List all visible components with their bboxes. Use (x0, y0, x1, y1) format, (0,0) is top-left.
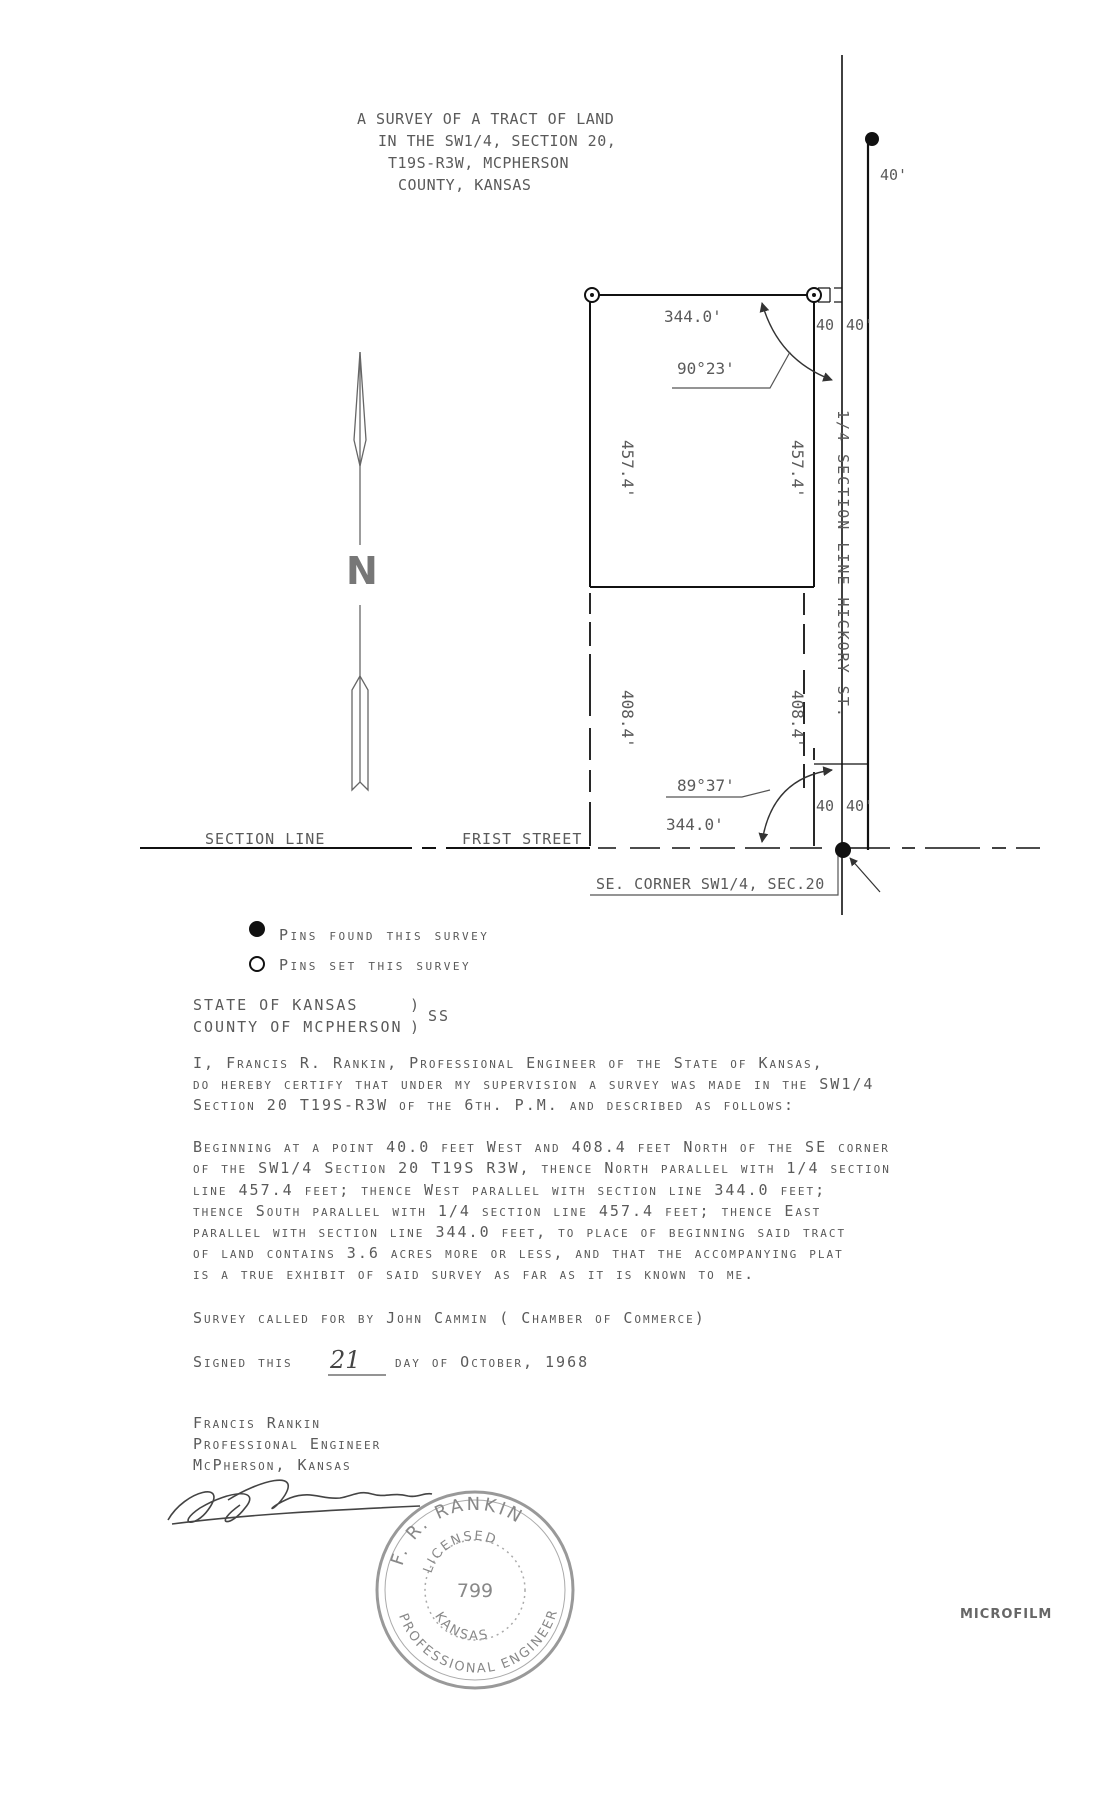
frist-street-label: FRIST STREET (462, 830, 583, 848)
desc-line-1: Beginning at a point 40.0 feet West and 408.4 feet North of the SE corner (193, 1138, 890, 1156)
desc-line-3: line 457.4 feet; thence West parallel with section line 344.0 feet; (193, 1181, 827, 1199)
engineer-seal (377, 1492, 573, 1688)
seal-bottom-text: PROFESSIONAL ENGINEER (395, 1606, 562, 1677)
seal-licensed: LICENSED (420, 1528, 500, 1576)
signer-location: McPherson, Kansas (193, 1456, 352, 1474)
svg-text:F. R. RANKIN (387, 1494, 528, 1568)
seal-top-text: F. R. RANKIN (386, 1493, 528, 1568)
pin-found-north (865, 132, 879, 146)
venue-county: COUNTY OF MCPHERSON (193, 1018, 403, 1036)
road-offset-top-left: 40 (816, 316, 835, 334)
bottom-distance: 344.0' (666, 815, 724, 834)
title-line-2: IN THE SW1/4, SECTION 20, (378, 132, 617, 150)
road-offset-bottom-right: 40' (846, 797, 874, 815)
road-offset-bottom-left: 40 (816, 797, 835, 815)
road-offset-top-right: 40' (846, 316, 874, 334)
section-line-label: SECTION LINE (205, 830, 326, 848)
title-line-1: A SURVEY OF A TRACT OF LAND (357, 110, 615, 128)
hickory-street-label: 1/4 SECTION LINE HICKORY ST. (834, 410, 852, 719)
road-offset-north: 40' (880, 166, 908, 184)
title-line-4: COUNTY, KANSAS (398, 176, 532, 194)
signed-suffix: day of October, 1968 (395, 1353, 590, 1371)
desc-line-2: of the SW1/4 Section 20 T19S R3W, thence North parallel with 1/4 section (193, 1159, 891, 1177)
signed-day: 21 (330, 1346, 361, 1374)
pin-found-corner (835, 842, 851, 858)
title-line-3: T19S-R3W, MCPHERSON (388, 154, 570, 172)
venue-bracket-1: ) (410, 996, 422, 1014)
top-angle-arc (762, 303, 835, 380)
cert-line-3: Section 20 T19S-R3W of the 6th. P.M. and described as follows: (193, 1096, 796, 1114)
venue-state: STATE OF KANSAS (193, 996, 359, 1014)
svg-text:LICENSED (421, 1529, 500, 1575)
seal-number: 799 (456, 1580, 494, 1602)
cert-line-1: I, Francis R. Rankin, Professional Engineer of the State of Kansas, (193, 1054, 824, 1072)
corner-label: SE. CORNER SW1/4, SEC.20 (596, 875, 825, 893)
north-label: N (346, 549, 378, 593)
legend-found-label: Pins found this survey (279, 926, 490, 944)
signer-name: Francis Rankin (193, 1414, 321, 1432)
called-for: Survey called for by John Cammin ( Chamber of Commerce) (193, 1309, 706, 1327)
venue-ss: SS (428, 1007, 451, 1025)
east-upper-distance: 457.4' (788, 440, 807, 498)
legend-set-symbol (250, 957, 264, 971)
bottom-angle: 89°37' (677, 776, 735, 795)
west-lower-distance: 408.4' (618, 690, 637, 748)
cert-line-2: do hereby certify that under my supervision a survey was made in the SW1/4 (193, 1075, 875, 1093)
plat-title (357, 110, 616, 194)
west-upper-distance: 457.4' (618, 440, 637, 498)
svg-text:KANSAS (431, 1610, 491, 1645)
desc-line-5: parallel with section line 344.0 feet, to place of beginning said tract (193, 1223, 847, 1241)
signature (168, 1480, 432, 1524)
top-angle: 90°23' (677, 359, 735, 378)
legend-set-label: Pins set this survey (279, 956, 472, 974)
microfilm-stamp: MICROFILM (960, 1607, 1053, 1622)
desc-line-6: of land contains 3.6 acres more or less, and that the accompanying plat (193, 1244, 844, 1262)
seal-state: KANSAS (431, 1609, 491, 1645)
signed-prefix: Signed this (193, 1353, 293, 1371)
venue-bracket-2: ) (410, 1018, 422, 1036)
signer-title: Professional Engineer (193, 1435, 382, 1453)
desc-line-7: is a true exhibit of said survey as far as it is known to me. (193, 1265, 756, 1283)
east-lower-distance: 408.4' (788, 690, 807, 748)
top-distance: 344.0' (664, 307, 722, 326)
legend-found-symbol (249, 921, 265, 937)
desc-line-4: thence South parallel with 1/4 section line 457.4 feet; thence East (193, 1202, 822, 1220)
